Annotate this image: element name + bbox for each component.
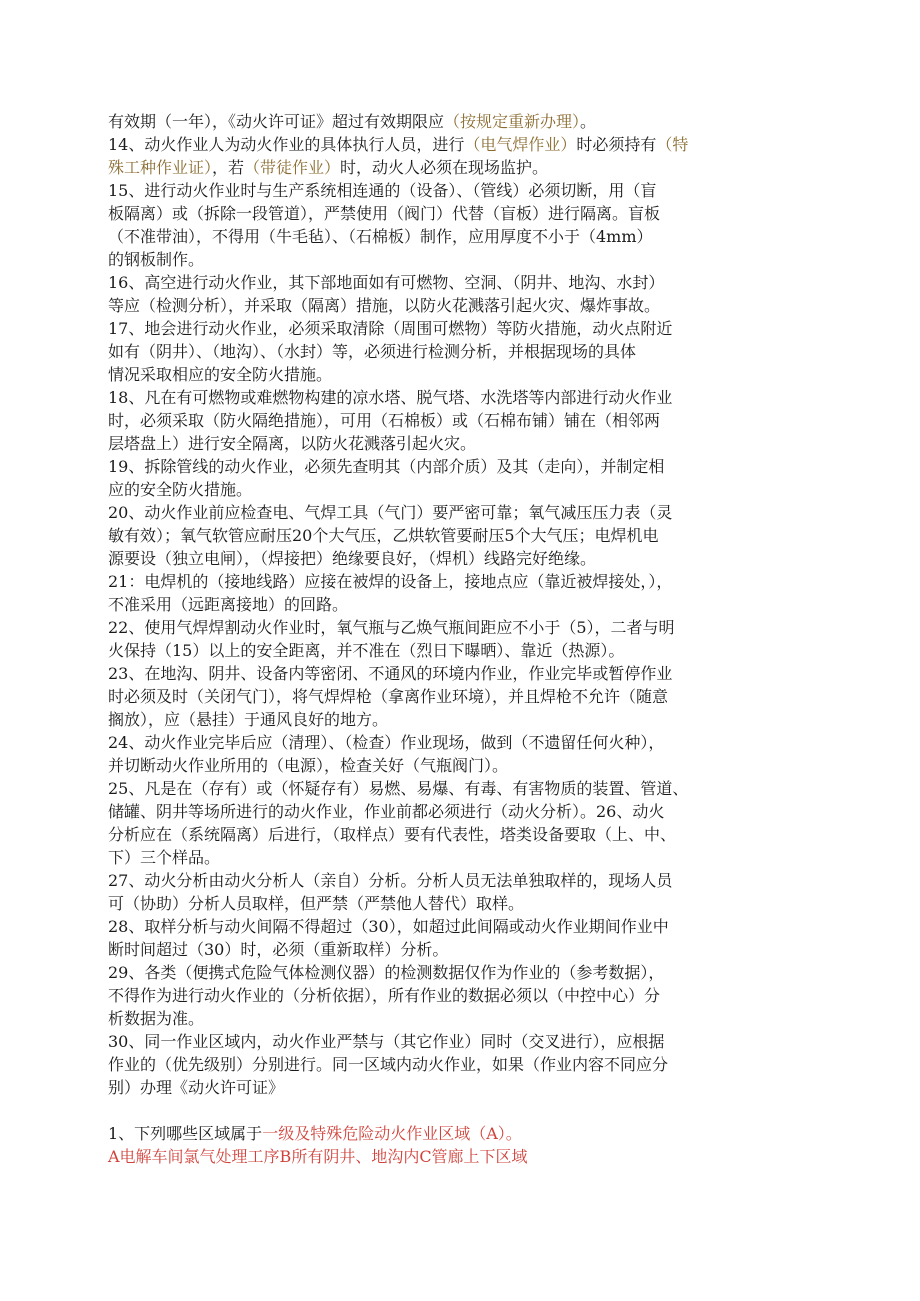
body-text: 15、进行动火作业时与生产系统相连通的（设备）、（管线）必须切断，用（盲 [108,181,657,200]
body-text: 源要设（独立电闸），（焊接把）绝缘要良好，（焊机）线路完好绝缘。 [108,549,597,568]
text-line [108,869,828,892]
body-text: 18、凡在有可燃物或难燃物构建的凉水塔、脱气塔、水洗塔等内部进行动火作业 [108,388,673,407]
text-line [108,708,828,731]
body-text: 敏有效）；氧气软管应耐压20个大气压，乙烘软管要耐压5个大气压；电焊机电 [108,526,659,545]
text-line [108,271,828,294]
text-line [108,800,828,823]
text-line [108,1145,828,1168]
body-text: 作业的（优先级别）分别进行。同一区域内动火作业，如果（作业内容不同应分 [108,1055,669,1074]
text-line [108,984,828,1007]
text-line [108,363,828,386]
body-text: 火保持（15）以上的安全距离，并不准在（烈日下曝晒）、靠近（热源）。 [108,641,625,660]
text-line [108,133,828,156]
body-text: 应的安全防火措施。 [108,480,253,499]
text-line [108,731,828,754]
text-line [108,110,828,133]
text-line [108,754,828,777]
text-line [108,570,828,593]
text-line [108,961,828,984]
text-line [108,455,828,478]
body-text: 层塔盘上）进行安全隔离，以防火花溅落引起火灾。 [108,434,477,453]
text-line [108,777,828,800]
body-text: 21：电焊机的（接地线路）应接在被焊的设备上，接地点应（靠近被焊接处，）， [108,572,673,591]
text-line [108,1030,828,1053]
text-line [108,478,828,501]
body-text: 不准采用（远距离接地）的回路。 [108,595,349,614]
body-text: 16、高空进行动火作业，其下部地面如有可燃物、空洞、（阴井、地沟、水封） [108,273,665,292]
body-text: 19、拆除管线的动火作业，必须先查明其（内部介质）及其（走向），并制定相 [108,457,665,476]
body-text: 。 [580,112,597,131]
body-text: 25、凡是在（存有）或（怀疑存有）易燃、易爆、有毒、有害物质的装置、管道、 [108,779,689,798]
text-line [108,662,828,685]
body-text: 时，必须采取（防火隔绝措施），可用（石棉板）或（石棉布铺）铺在（相邻两 [108,411,661,430]
highlighted-answer: 殊工种作业证） [108,158,213,177]
body-text: 搁放），应（悬挂）于通风良好的地方。 [108,710,389,729]
body-text: 情况采取相应的安全防火措施。 [108,365,333,384]
body-text: 23、在地沟、阴井、设备内等密闭、不通风的环境内作业，作业完毕或暂停作业 [108,664,673,683]
text-line [108,225,828,248]
highlighted-answer: （带徒作业） [244,158,341,177]
body-text: （不准带油），不得用（牛毛毡）、（石棉板）制作，应用厚度不小于（4mm） [108,227,653,246]
body-text: 的钢板制作。 [108,250,205,269]
red-question-text: A电解车间氯气处理工序B所有阴井、地沟内C管廊上下区域 [108,1147,528,1166]
text-line [108,156,828,179]
highlighted-answer: （电气焊作业） [464,135,577,154]
blank-line [108,1099,828,1122]
text-line [108,892,828,915]
text-line [108,386,828,409]
body-text: 17、地会进行动火作业，必须采取清除（周围可燃物）等防火措施，动火点附近 [108,319,673,338]
body-text: 如有（阴井）、（地沟）、（水封）等，必须进行检测分析，并根据现场的具体 [108,342,637,361]
body-text: 并切断动火作业所用的（电源），检查关好（气瓶阀门）。 [108,756,509,775]
body-text: 析数据为准。 [108,1009,205,1028]
red-question-text: 一级及特殊危险动火作业区域（A）。 [262,1124,522,1143]
document-page [108,110,828,1168]
text-line [108,317,828,340]
text-line [108,1076,828,1099]
body-text: 断时间超过（30）时，必须（重新取样）分析。 [108,940,449,959]
body-text: 分析应在（系统隔离）后进行，（取样点）要有代表性，塔类设备要取（上、中、 [108,825,677,844]
text-line [108,340,828,363]
body-text: 时，动火人必须在现场监护。 [340,158,549,177]
body-text: 27、动火分析由动火分析人（亲自）分析。分析人员无法单独取样的，现场人员 [108,871,673,890]
body-text: 时必须持有 [576,135,657,154]
text-line [108,294,828,317]
text-line [108,639,828,662]
body-text: 14、动火作业人为动火作业的具体执行人员，进行 [108,135,465,154]
text-line [108,524,828,547]
text-line [108,248,828,271]
text-line [108,938,828,961]
highlighted-answer: （按规定重新办理） [444,112,581,131]
body-text: 不得作为进行动火作业的（分析依据），所有作业的数据必须以（中控中心）分 [108,986,661,1005]
text-line [108,593,828,616]
text-line [108,547,828,570]
body-text: 有效期（一年），《动火许可证》超过有效期限应 [108,112,445,131]
body-text: 1、下列哪些区域属于 [108,1124,263,1143]
body-text: 28、取样分析与动火间隔不得超过（30），如超过此间隔或动火作业期间作业中 [108,917,669,936]
body-text: 可（协助）分析人员取样，但严禁（严禁他人替代）取样。 [108,894,525,913]
body-text: 30、同一作业区域内，动火作业严禁与（其它作业）同时（交叉进行），应根据 [108,1032,665,1051]
text-line [108,616,828,639]
body-text: 下）三个样品。 [108,848,221,867]
text-line [108,202,828,225]
text-line [108,823,828,846]
body-text: 20、动火作业前应检查电、气焊工具（气门）要严密可靠；氧气减压压力表（灵 [108,503,673,522]
text-line [108,409,828,432]
highlighted-answer: （特 [656,135,689,154]
text-line [108,501,828,524]
text-line [108,1007,828,1030]
body-text: 22、使用气焊焊割动火作业时，氧气瓶与乙焕气瓶间距应不小于（5），二者与明 [108,618,675,637]
body-text: ，若 [212,158,245,177]
body-text: 储罐、阴井等场所进行的动火作业，作业前都必须进行（动火分析）。26、动火 [108,802,665,821]
body-text: 等应（检测分析），并采取（隔离）措施，以防火花溅落引起火灾、爆炸事故。 [108,296,661,315]
text-line [108,685,828,708]
text-line [108,846,828,869]
body-text: 时必须及时（关闭气门），将气焊焊枪（拿离作业环境），并且焊枪不允许（随意 [108,687,669,706]
text-line [108,179,828,202]
body-text: 别）办理《动火许可证》 [108,1078,285,1097]
body-text: 板隔离）或（拆除一段管道），严禁使用（阀门）代替（盲板）进行隔离。盲板 [108,204,661,223]
body-text: 29、各类（便携式危险气体检测仪器）的检测数据仅作为作业的（参考数据）， [108,963,665,982]
body-text: 24、动火作业完毕后应（清理）、（检查）作业现场，做到（不遗留任何火种）， [108,733,665,752]
text-line [108,915,828,938]
text-line [108,432,828,455]
text-line [108,1053,828,1076]
text-line [108,1122,828,1145]
